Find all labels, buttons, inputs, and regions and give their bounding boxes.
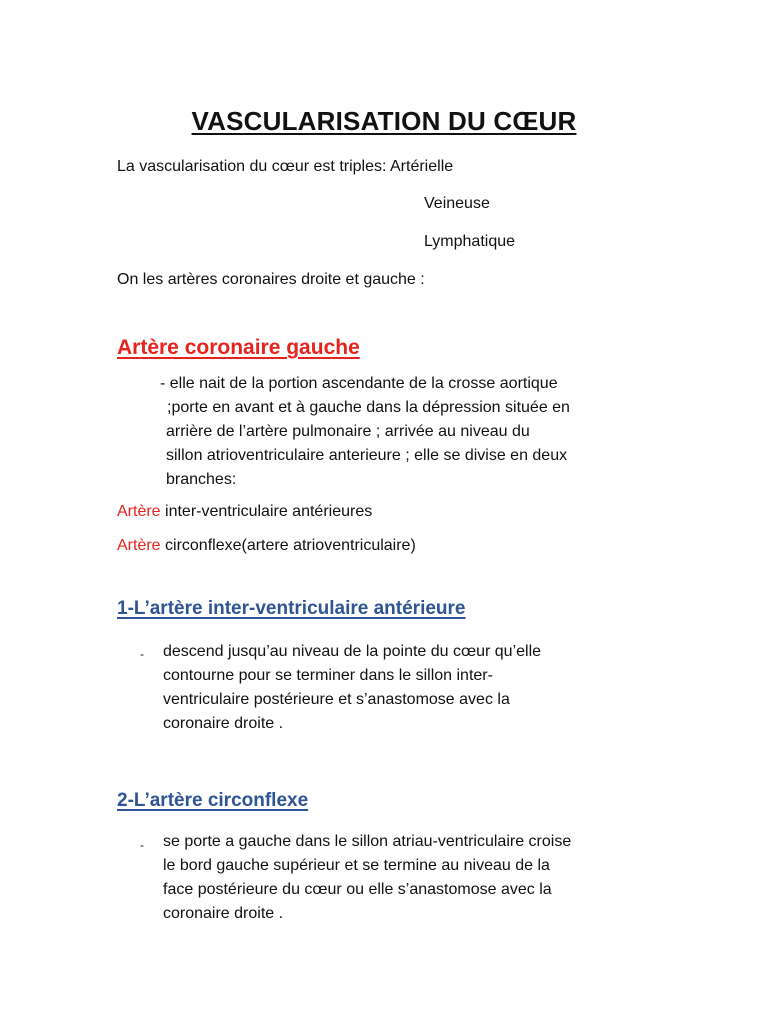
paragraph-line: coronaire droite . [163, 905, 284, 922]
branch-line [117, 502, 372, 522]
intro-line-lymphatique: Lymphatique [424, 233, 516, 250]
paragraph-line: - elle nait de la portion ascendante de la crosse aortique [160, 375, 558, 392]
paragraph-line: ;porte en avant et à gauche dans la dépression située en [167, 399, 570, 416]
paragraph-line: coronaire droite . [163, 715, 284, 732]
paragraph-line: descend jusqu’au niveau de la pointe du cœur qu’elle [163, 643, 542, 660]
branch-text: inter-ventriculaire antérieures [160, 503, 373, 520]
paragraph-circonflexe [163, 830, 571, 926]
bullet-dash: - [140, 838, 144, 852]
paragraph-coronaire-gauche [160, 372, 570, 492]
paragraph-line: se porte a gauche dans le sillon atriau-ventriculaire croise [163, 833, 572, 850]
paragraph-line: contourne pour se terminer dans le sillon inter- [163, 667, 493, 684]
paragraph-line: arrière de l’artère pulmonaire ; arrivée au niveau du [166, 423, 530, 440]
paragraph-line: ventriculaire postérieure et s’anastomose avec la [163, 691, 510, 708]
intro-line-arteres: On les artères coronaires droite et gauche : [117, 271, 425, 288]
branch-prefix: Artère [117, 503, 161, 520]
section-heading-inter-ventriculaire: 1-L’artère inter-ventriculaire antérieure [117, 598, 466, 619]
paragraph-line: face postérieure du cœur ou elle s’anastomose avec la [163, 881, 552, 898]
branch-prefix: Artère [117, 537, 161, 554]
section-heading-coronaire-gauche: Artère coronaire gauche [117, 336, 360, 359]
paragraph-line: branches: [166, 471, 237, 488]
intro-line: La vascularisation du cœur est triples: Artérielle [117, 158, 454, 175]
bullet-dash: - [140, 647, 144, 661]
branch-text: circonflexe(artere atrioventriculaire) [160, 537, 416, 554]
paragraph-inter-ventriculaire [163, 640, 541, 736]
page-title: VASCULARISATION DU CŒUR [191, 106, 577, 136]
section-heading-circonflexe: 2-L’artère circonflexe [117, 790, 309, 811]
branch-line [117, 536, 416, 556]
intro-line-veineuse: Veineuse [424, 195, 490, 212]
paragraph-line: le bord gauche supérieur et se termine au niveau de la [163, 857, 550, 874]
paragraph-line: sillon atrioventriculaire anterieure ; elle se divise en deux [166, 447, 568, 464]
